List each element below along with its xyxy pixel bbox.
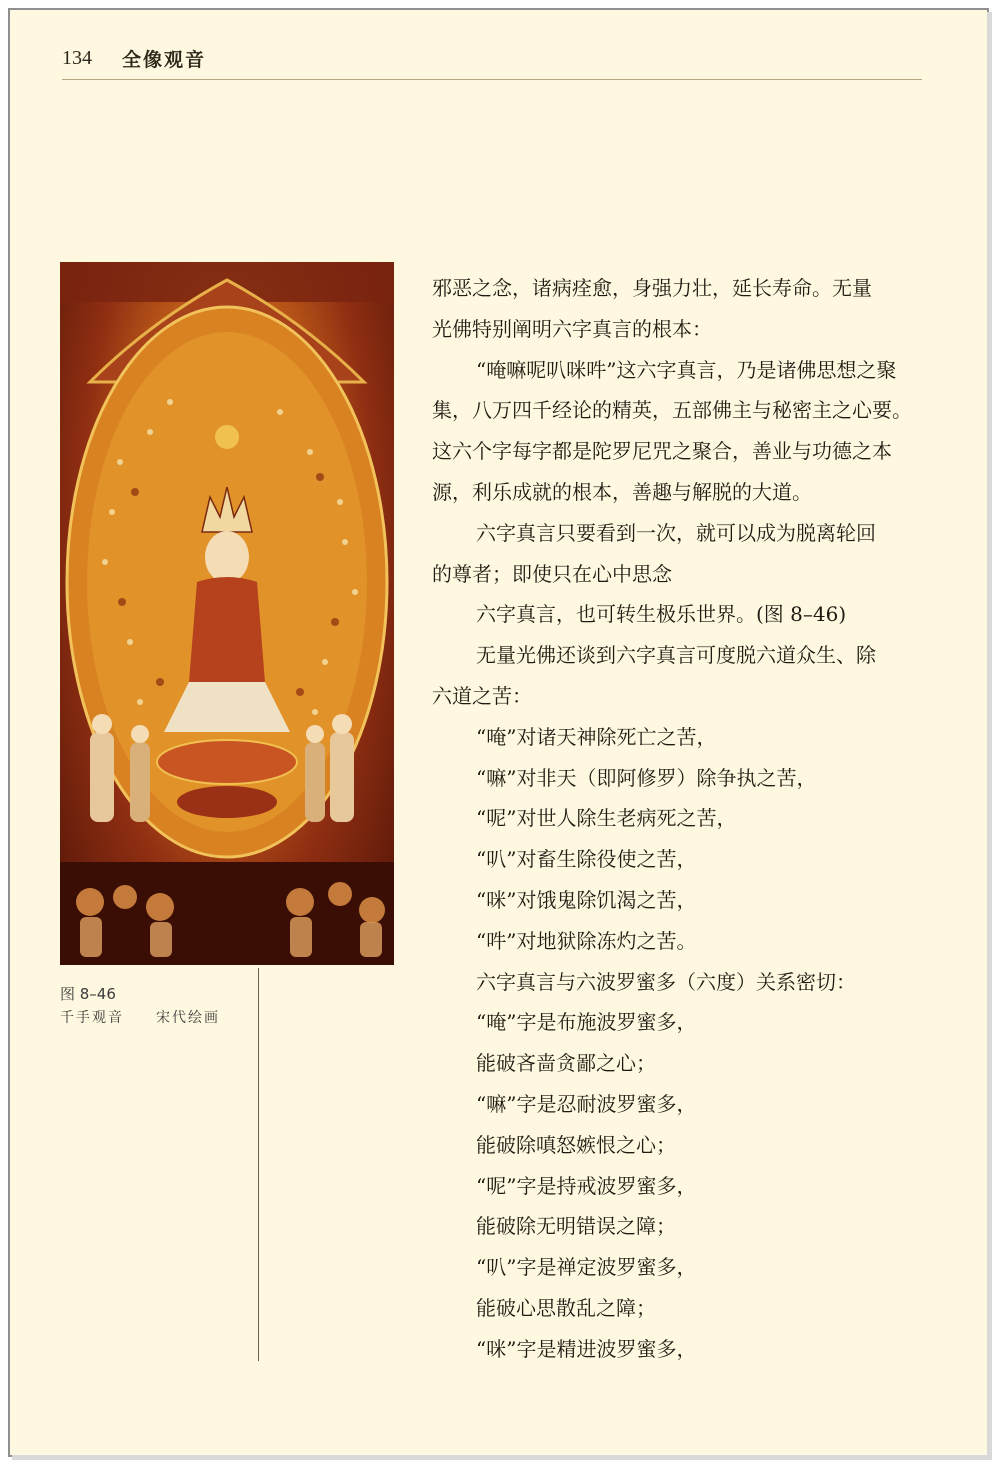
text-line: 能破除无明错误之障；	[476, 1214, 676, 1239]
text-line: 能破吝啬贪鄙之心；	[476, 1051, 656, 1076]
page-shadow-right	[987, 12, 992, 1460]
caption-rule	[258, 968, 259, 1361]
header-rule	[62, 79, 922, 80]
text-line: “呢”字是持戒波罗蜜多，	[476, 1173, 697, 1198]
text-line: 这六个字每字都是陀罗尼咒之聚合，善业与功德之本	[432, 439, 892, 464]
text-line: 邪恶之念，诸病痊愈，身强力壮，延长寿命。无量	[432, 276, 872, 300]
page-number: 134	[62, 46, 92, 69]
text-line: “吽”对地狱除冻灼之苦。	[476, 928, 697, 953]
text-line: “叭”对畜生除役使之苦，	[476, 847, 697, 872]
text-line: 源，利乐成就的根本，善趣与解脱的大道。	[432, 479, 812, 504]
text-line: 能破除嗔怒嫉恨之心；	[476, 1132, 676, 1157]
text-line: “叭”字是禅定波罗蜜多，	[476, 1255, 697, 1280]
figure-number: 图 8–46	[60, 985, 116, 1003]
page-shadow-bottom	[12, 1455, 991, 1460]
figure-description: 千手观音 宋代绘画	[60, 1010, 220, 1026]
text-line: 六道之苦：	[432, 683, 532, 708]
text-line: “嘛”对非天（即阿修罗）除争执之苦，	[476, 765, 817, 790]
text-line: 能破心思散乱之障；	[476, 1295, 656, 1320]
painting-illustration	[60, 262, 394, 965]
text-line: “咪”字是精进波罗蜜多，	[476, 1336, 697, 1361]
text-line: 的尊者；即使只在心中思念	[432, 561, 672, 586]
book-title: 全像观音	[122, 48, 207, 71]
text-line: 集，八万四千经论的精英，五部佛主与秘密主之心要。	[432, 398, 912, 423]
thousand-hand-guanyin-painting	[60, 262, 394, 965]
text-line: 六字真言与六波罗蜜多（六度）关系密切：	[476, 969, 856, 994]
text-line: “咪”对饿鬼除饥渴之苦，	[476, 887, 697, 912]
text-line: “唵嘛呢叭咪吽”这六字真言，乃是诸佛思想之聚	[476, 357, 897, 382]
text-line: “呢”对世人除生老病死之苦，	[476, 806, 737, 831]
text-line: 无量光佛还谈到六字真言可度脱六道众生、除	[476, 643, 876, 668]
text-line: “嘛”字是忍耐波罗蜜多，	[476, 1091, 697, 1116]
text-line: 光佛特别阐明六字真言的根本：	[432, 316, 712, 341]
page-header	[62, 40, 922, 76]
text-line: 六字真言只要看到一次，就可以成为脱离轮回	[476, 520, 876, 545]
figure-caption	[60, 983, 220, 1027]
body-text	[432, 268, 924, 1370]
text-line: “唵”字是布施波罗蜜多，	[476, 1010, 697, 1035]
text-line: 六字真言，也可转生极乐世界。(图 8–46)	[476, 602, 847, 627]
text-line: “唵”对诸天神除死亡之苦，	[476, 724, 717, 749]
